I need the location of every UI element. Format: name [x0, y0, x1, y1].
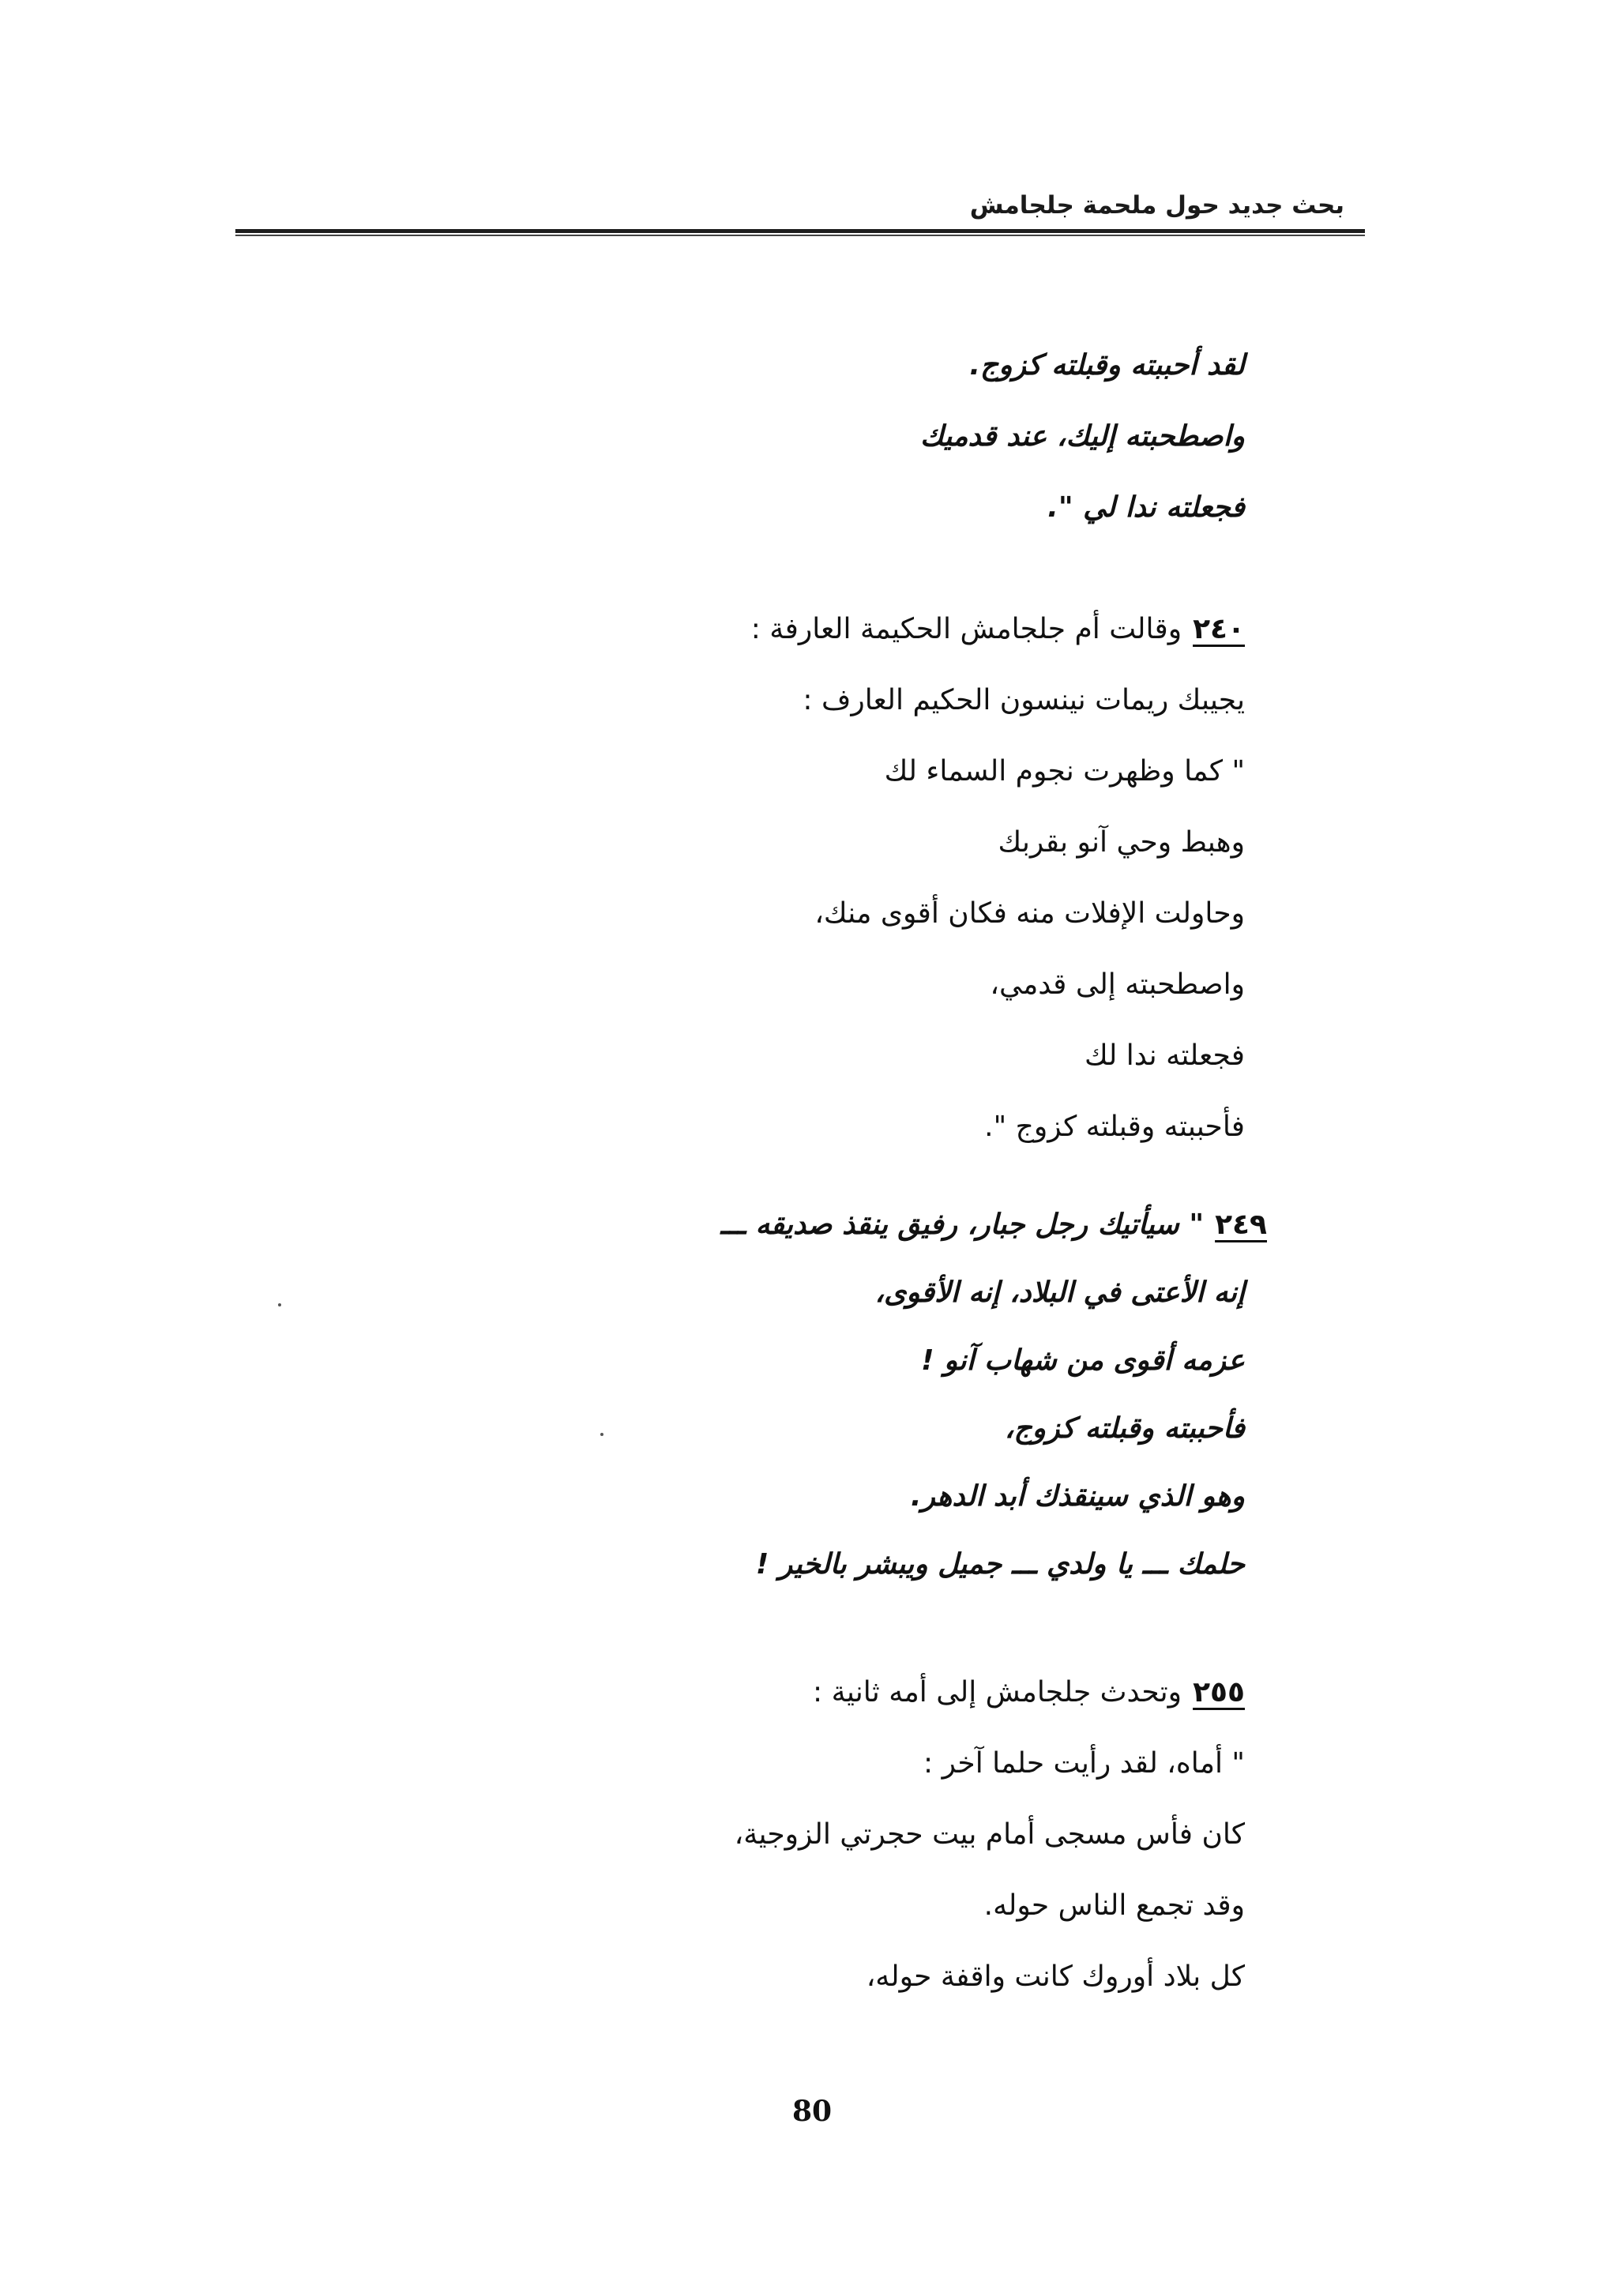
verse-line: لقد أحببته وقبلته كزوج. — [969, 349, 1245, 382]
verse-line: " أماه، لقد رأيت حلما آخر : — [923, 1747, 1245, 1780]
verse-line: واصطحبته إليك، عند قدميك — [920, 420, 1245, 453]
verse-intro-text: " سيأتيك رجل جبار، رفيق ينقذ صديقه ـــ — [720, 1209, 1205, 1241]
verse-intro — [751, 594, 1245, 665]
verse-block-a — [920, 330, 1245, 543]
verse-line: فأحببته وقبلته كزوج ". — [984, 1111, 1245, 1143]
verse-line: عزمه أقوى من شهاب آنو ! — [921, 1344, 1245, 1377]
page-number: 80 — [791, 2095, 833, 2128]
verse-intro-text: وتحدث جلجامش إلى أمه ثانية : — [813, 1676, 1182, 1708]
verse-line: واصطحبته إلى قدمي، — [990, 968, 1245, 1001]
verse-line: فجعلته ندا لي ". — [1047, 491, 1245, 524]
verse-line: كان فأس مسجى أمام بيت حجرتي الزوجية، — [734, 1818, 1245, 1851]
verse-block-249 — [720, 1191, 1267, 1599]
verse-line: كل بلاد أوروك كانت واقفة حوله، — [866, 1960, 1245, 1993]
verse-line: فجعلته ندا لك — [1084, 1039, 1245, 1072]
verse-number: ٢٤٠ — [1193, 613, 1245, 645]
running-header: بحث جديد حول ملحمة جلجامش — [969, 191, 1344, 220]
verse-line: وهو الذي سينقذك أبد الدهر. — [910, 1480, 1245, 1513]
verse-block-255 — [735, 1657, 1245, 2013]
verse-line: وقد تجمع الناس حوله. — [983, 1889, 1245, 1922]
header-rule — [235, 229, 1365, 236]
verse-line: فأحببته وقبلته كزوج، — [1004, 1412, 1245, 1445]
verse-number: ٢٤٩ — [1215, 1209, 1267, 1241]
verse-number: ٢٥٥ — [1193, 1676, 1245, 1708]
verse-intro-text: وقالت أم جلجامش الحكيمة العارفة : — [750, 613, 1182, 645]
verse-intro — [735, 1657, 1245, 1728]
verse-line: " كما وظهرت نجوم السماء لك — [884, 755, 1245, 788]
scan-speck — [278, 1303, 281, 1306]
verse-line: وحاولت الإفلات منه فكان أقوى منك، — [814, 897, 1245, 930]
verse-intro — [720, 1191, 1267, 1259]
verse-line: إنه الأعتى في البلاد، إنه الأقوى، — [874, 1276, 1245, 1309]
verse-block-240 — [751, 594, 1245, 1163]
verse-line: يجيبك ريمات نينسون الحكيم العارف : — [803, 684, 1245, 716]
scan-speck — [600, 1433, 603, 1436]
verse-line: حلمك ـــ يا ولدي ـــ جميل ويبشر بالخير ! — [755, 1548, 1245, 1581]
verse-line: وهبط وحي آنو بقربك — [998, 826, 1245, 859]
header-rule-thin — [235, 235, 1365, 236]
